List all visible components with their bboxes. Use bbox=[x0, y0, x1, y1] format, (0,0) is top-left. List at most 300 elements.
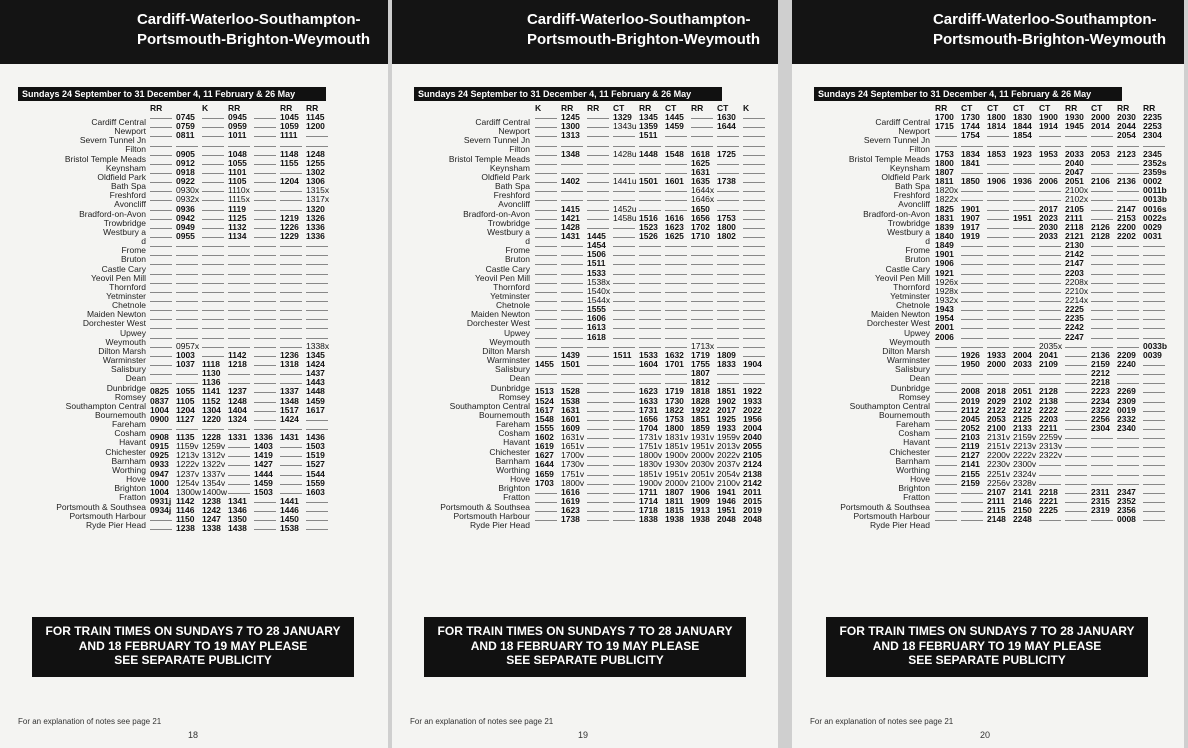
time-cell: 2112 bbox=[961, 405, 980, 415]
time-cell bbox=[613, 241, 635, 247]
timetable-row bbox=[535, 470, 769, 479]
time-cell bbox=[691, 259, 713, 265]
time-cell: 1346 bbox=[228, 506, 247, 516]
operator-code: RR bbox=[150, 104, 163, 113]
time-cell bbox=[961, 168, 983, 174]
time-cell: 1838 bbox=[639, 515, 658, 525]
time-cell bbox=[987, 159, 1009, 165]
timetable-page-18 bbox=[0, 0, 388, 748]
time-cell bbox=[254, 497, 276, 503]
time-cell: 1656 bbox=[639, 414, 658, 424]
time-cell bbox=[254, 269, 276, 275]
time-cell bbox=[1065, 442, 1087, 448]
timetable-row bbox=[935, 442, 1169, 451]
time-cell bbox=[254, 342, 276, 348]
time-cell: 1616 bbox=[665, 213, 684, 223]
time-cell: 2136 bbox=[1091, 350, 1110, 360]
time-cell: 2048 bbox=[717, 515, 736, 525]
time-cell: 1337 bbox=[280, 387, 299, 397]
time-cell bbox=[535, 232, 557, 238]
time-cell: 2023 bbox=[1039, 213, 1058, 223]
time-cell bbox=[535, 323, 557, 329]
time-cell: 2019 bbox=[743, 506, 762, 516]
time-cell: 1315x bbox=[306, 186, 330, 196]
time-cell: 2322 bbox=[1091, 405, 1110, 415]
time-cell bbox=[613, 415, 635, 421]
time-cell bbox=[961, 241, 983, 247]
operator-code: CT bbox=[1013, 104, 1025, 113]
time-cell bbox=[639, 159, 661, 165]
time-cell: 2203 bbox=[1065, 268, 1084, 278]
time-cell bbox=[691, 122, 713, 128]
time-cell bbox=[1117, 460, 1139, 466]
time-cell bbox=[1065, 141, 1087, 147]
time-cell bbox=[1013, 232, 1035, 238]
time-cell bbox=[1091, 470, 1113, 476]
time-cell: 0922 bbox=[176, 177, 195, 187]
route-title bbox=[137, 10, 370, 50]
time-cell bbox=[743, 314, 765, 320]
time-cell bbox=[639, 186, 661, 192]
time-cell bbox=[150, 131, 172, 137]
station-name: Dilton Marsh bbox=[882, 345, 930, 356]
time-cell bbox=[961, 342, 983, 348]
station-name: Bradford-on-Avon bbox=[463, 208, 530, 219]
timetable-row bbox=[150, 360, 332, 369]
time-cell: 2340 bbox=[1117, 423, 1136, 433]
time-cell: 1444 bbox=[254, 469, 273, 479]
route-title-line1: Cardiff-Waterloo-Southampton- bbox=[136, 11, 361, 28]
time-cell bbox=[1117, 333, 1139, 339]
time-cell: 2235 bbox=[1065, 314, 1084, 324]
time-cell bbox=[665, 168, 687, 174]
time-cell: 1148 bbox=[280, 149, 299, 159]
time-cell bbox=[691, 113, 713, 119]
time-cell: 1350 bbox=[228, 515, 247, 525]
time-cell: 2328v bbox=[1013, 478, 1037, 488]
time-cell: 2211 bbox=[1039, 423, 1058, 433]
timetable-row bbox=[935, 497, 1169, 506]
time-cell: 1831 bbox=[935, 213, 954, 223]
timetable-row bbox=[935, 333, 1169, 342]
operator-code bbox=[176, 104, 202, 113]
time-cell: 1625 bbox=[691, 158, 710, 168]
time-cell: 2109 bbox=[1039, 359, 1058, 369]
time-cell bbox=[1013, 333, 1035, 339]
time-cell: 1627 bbox=[535, 451, 554, 461]
time-cell: 2051 bbox=[1013, 387, 1032, 397]
operator-code bbox=[254, 104, 280, 113]
time-cell bbox=[1117, 195, 1139, 201]
time-cell: 2311 bbox=[1091, 487, 1110, 497]
time-cell: 2138 bbox=[1039, 396, 1058, 406]
time-cell: 1933 bbox=[717, 423, 736, 433]
time-cell: 2136 bbox=[1117, 177, 1136, 187]
time-cell bbox=[1091, 214, 1113, 220]
publicity-line: FOR TRAIN TIMES ON SUNDAYS 7 TO 28 JANUARY bbox=[839, 624, 1135, 638]
time-cell: 1436 bbox=[306, 433, 325, 443]
time-cell: 2118 bbox=[1065, 222, 1084, 232]
time-cell: 1533 bbox=[587, 268, 606, 278]
time-cell: 1336 bbox=[306, 222, 325, 232]
time-cell: 0908 bbox=[150, 433, 169, 443]
time-cell: 2153 bbox=[1117, 213, 1136, 223]
time-cell bbox=[254, 177, 276, 183]
time-cell bbox=[691, 287, 713, 293]
time-cell bbox=[1013, 159, 1035, 165]
time-cell: 1854 bbox=[1013, 131, 1032, 141]
station-name: Trowbridge bbox=[103, 217, 146, 228]
time-cell bbox=[665, 241, 687, 247]
time-cell bbox=[176, 378, 198, 384]
time-cell bbox=[587, 497, 609, 503]
time-cell: 2253 bbox=[1143, 122, 1162, 132]
time-cell bbox=[202, 250, 224, 256]
time-cell: 1322v bbox=[202, 460, 226, 470]
timetable-row bbox=[535, 223, 769, 232]
time-cell: 2230v bbox=[987, 460, 1011, 470]
time-cell bbox=[1143, 269, 1165, 275]
time-cell: 1623 bbox=[639, 387, 658, 397]
time-cell: 1917 bbox=[961, 222, 980, 232]
time-cell: 1906 bbox=[935, 259, 954, 269]
station-name: Warminster bbox=[486, 355, 530, 366]
time-cell: 1528 bbox=[561, 387, 580, 397]
timetable-row bbox=[535, 259, 769, 268]
timetable-row bbox=[150, 241, 332, 250]
time-cell bbox=[665, 296, 687, 302]
time-cell bbox=[228, 314, 250, 320]
station-name: Freshford bbox=[109, 190, 146, 201]
time-cell: 1331 bbox=[228, 433, 247, 443]
time-cell: 2041 bbox=[1039, 350, 1058, 360]
time-cell: 1459 bbox=[665, 122, 684, 132]
time-cell bbox=[202, 323, 224, 329]
time-cell bbox=[961, 186, 983, 192]
time-cell: 0934j bbox=[150, 506, 172, 516]
time-cell: 1337v bbox=[202, 469, 226, 479]
time-cell: 1132 bbox=[228, 222, 247, 232]
time-cell: 1946 bbox=[717, 497, 736, 507]
time-cell bbox=[613, 323, 635, 329]
time-cell: 1631 bbox=[561, 405, 580, 415]
route-title-line2: Portsmouth-Brighton-Weymouth bbox=[136, 31, 370, 48]
time-cell bbox=[935, 515, 957, 521]
time-cell bbox=[587, 186, 609, 192]
timetable-row bbox=[935, 269, 1169, 278]
time-cell bbox=[535, 378, 557, 384]
time-cell bbox=[228, 259, 250, 265]
time-cell: 0811 bbox=[176, 131, 195, 141]
time-cell bbox=[987, 287, 1009, 293]
station-name: d bbox=[525, 236, 530, 247]
station-name: Yetminster bbox=[890, 290, 930, 301]
time-cell: 1127 bbox=[176, 414, 195, 424]
operator-code: RR bbox=[639, 104, 652, 113]
time-cell: 1809 bbox=[717, 350, 736, 360]
timetable-row bbox=[535, 387, 769, 396]
time-cell: 0942 bbox=[176, 213, 195, 223]
time-cell: 1348 bbox=[561, 149, 580, 159]
time-cell bbox=[306, 278, 328, 284]
time-cell bbox=[1039, 470, 1061, 476]
time-cell bbox=[150, 232, 172, 238]
timetable-row bbox=[535, 278, 769, 287]
time-cell bbox=[743, 113, 765, 119]
time-cell bbox=[587, 515, 609, 521]
station-name: Portsmouth Harbour bbox=[453, 510, 530, 521]
time-cell bbox=[254, 360, 276, 366]
time-cell bbox=[665, 323, 687, 329]
time-cell bbox=[613, 223, 635, 229]
time-cell bbox=[1065, 424, 1087, 430]
time-cell bbox=[280, 470, 302, 476]
timetable-row bbox=[150, 113, 332, 122]
time-cell: 1959v bbox=[717, 433, 741, 443]
time-cell bbox=[613, 232, 635, 238]
station-name: Hove bbox=[910, 474, 930, 485]
time-cell: 1338 bbox=[202, 524, 221, 534]
time-cell bbox=[613, 168, 635, 174]
time-cell: 0011b bbox=[1143, 186, 1167, 196]
time-cell bbox=[176, 141, 198, 147]
time-cell bbox=[987, 205, 1009, 211]
time-cell bbox=[1039, 323, 1061, 329]
time-cell: 1254v bbox=[176, 478, 200, 488]
time-cell bbox=[613, 406, 635, 412]
time-cell bbox=[1117, 168, 1139, 174]
time-cell bbox=[535, 259, 557, 265]
time-cell: 2125 bbox=[1013, 414, 1032, 424]
time-cell bbox=[639, 342, 661, 348]
timetable-row bbox=[935, 186, 1169, 195]
time-cell: 1844 bbox=[1013, 122, 1032, 132]
time-cell bbox=[987, 378, 1009, 384]
time-cell: 2017 bbox=[717, 405, 736, 415]
station-name: Portsmouth Harbour bbox=[69, 510, 146, 521]
time-cell: 1646x bbox=[691, 195, 715, 205]
station-name: Fareham bbox=[495, 419, 530, 430]
time-cell: 1517 bbox=[280, 405, 299, 415]
time-cell bbox=[987, 259, 1009, 265]
time-cell: 1601 bbox=[561, 414, 580, 424]
time-cell bbox=[987, 223, 1009, 229]
time-cell bbox=[639, 241, 661, 247]
time-cell bbox=[280, 259, 302, 265]
time-cell: 2324v bbox=[1013, 469, 1037, 479]
time-cell: 1146 bbox=[176, 506, 195, 516]
time-cell bbox=[1013, 369, 1035, 375]
time-cell: 1922 bbox=[743, 387, 762, 397]
time-cell bbox=[1039, 269, 1061, 275]
time-cell bbox=[280, 479, 302, 485]
time-cell bbox=[1065, 406, 1087, 412]
time-cell: 2142 bbox=[743, 478, 762, 488]
timetable-row bbox=[150, 378, 332, 387]
timetable-row bbox=[935, 259, 1169, 268]
time-cell: 2225 bbox=[1039, 506, 1058, 516]
timetable-row bbox=[150, 424, 332, 433]
time-cell: 1943 bbox=[935, 305, 954, 315]
route-title-line2: Portsmouth-Brighton-Weymouth bbox=[932, 31, 1166, 48]
time-cell: 1336 bbox=[254, 433, 273, 443]
time-cell bbox=[280, 296, 302, 302]
time-cell: 2359s bbox=[1143, 167, 1167, 177]
operator-code: RR bbox=[587, 104, 600, 113]
station-name: Yetminster bbox=[106, 290, 146, 301]
time-cell bbox=[613, 269, 635, 275]
station-name: Salisbury bbox=[495, 364, 530, 375]
time-cell: 1555 bbox=[587, 305, 606, 315]
time-cell bbox=[613, 424, 635, 430]
station-name: Westbury a bbox=[887, 226, 930, 237]
time-cell bbox=[202, 424, 224, 430]
time-cell bbox=[1039, 479, 1061, 485]
timetable-row bbox=[935, 424, 1169, 433]
station-name: Cardiff Central bbox=[875, 117, 930, 127]
timetable-row bbox=[535, 269, 769, 278]
time-cell bbox=[665, 287, 687, 293]
timetable-row bbox=[535, 141, 769, 150]
time-cell: 1711 bbox=[639, 487, 658, 497]
time-cell: 1404 bbox=[228, 405, 247, 415]
time-cell bbox=[717, 369, 739, 375]
timetable-row bbox=[535, 122, 769, 131]
time-cell bbox=[535, 205, 557, 211]
footnote: For an explanation of notes see page 21 bbox=[18, 717, 162, 726]
time-cell bbox=[535, 296, 557, 302]
time-cell bbox=[1091, 195, 1113, 201]
station-name: Newport bbox=[114, 126, 146, 137]
time-cell bbox=[254, 214, 276, 220]
time-cell: 1134 bbox=[228, 231, 247, 241]
timetable-row bbox=[150, 122, 332, 131]
time-cell bbox=[717, 269, 739, 275]
time-cell: 1415 bbox=[561, 204, 580, 214]
time-cell: 2147 bbox=[1117, 204, 1136, 214]
time-cell bbox=[280, 241, 302, 247]
time-cell: 1713x bbox=[691, 341, 715, 351]
station-name: Romsey bbox=[114, 391, 146, 402]
time-cell bbox=[202, 122, 224, 128]
time-cell bbox=[1013, 241, 1035, 247]
time-cell: 2155 bbox=[961, 469, 980, 479]
station-name: Fratton bbox=[119, 492, 146, 503]
time-cell bbox=[306, 296, 328, 302]
time-cell bbox=[202, 186, 224, 192]
station-name: Dunbridge bbox=[490, 382, 530, 393]
time-cell: 0918 bbox=[176, 167, 195, 177]
time-cell: 1300 bbox=[561, 122, 580, 132]
operator-code: RR bbox=[280, 104, 293, 113]
time-cell: 1003 bbox=[176, 350, 195, 360]
time-cell: 2259v bbox=[1039, 433, 1063, 443]
station-name: Southampton Central bbox=[449, 400, 530, 411]
timetable-row bbox=[935, 415, 1169, 424]
station-name: Dunbridge bbox=[106, 382, 146, 393]
time-cell bbox=[1039, 333, 1061, 339]
time-cell: 1930 bbox=[1065, 113, 1084, 123]
time-cell: 1700 bbox=[935, 113, 954, 123]
time-cell bbox=[535, 287, 557, 293]
time-cell bbox=[1143, 387, 1165, 393]
time-cell bbox=[613, 305, 635, 311]
timetable-row bbox=[935, 369, 1169, 378]
time-cell: 2103 bbox=[961, 433, 980, 443]
station-name: Castle Cary bbox=[101, 263, 146, 274]
station-name: Bristol Temple Meads bbox=[448, 153, 530, 164]
route-title bbox=[933, 10, 1166, 50]
time-cell bbox=[587, 360, 609, 366]
time-cell: 1446 bbox=[280, 506, 299, 516]
time-cell bbox=[717, 241, 739, 247]
time-cell: 1902 bbox=[717, 396, 736, 406]
timetable-row bbox=[535, 351, 769, 360]
time-cell bbox=[1039, 378, 1061, 384]
time-cell: 2126 bbox=[1091, 222, 1110, 232]
time-cell bbox=[639, 259, 661, 265]
time-cell bbox=[202, 305, 224, 311]
timetable-row bbox=[535, 378, 769, 387]
timetable-row bbox=[150, 195, 332, 204]
station-list bbox=[396, 118, 530, 530]
time-cell bbox=[587, 424, 609, 430]
time-cell bbox=[613, 333, 635, 339]
time-cell bbox=[1091, 433, 1113, 439]
time-cell bbox=[665, 259, 687, 265]
time-cell bbox=[306, 241, 328, 247]
time-cell bbox=[535, 506, 557, 512]
station-name: Severn Tunnel Jn bbox=[79, 135, 146, 146]
time-cell bbox=[535, 269, 557, 275]
time-cell: 1853 bbox=[987, 149, 1006, 159]
time-cell: 1538 bbox=[280, 524, 299, 534]
operator-code: RR bbox=[1143, 104, 1156, 113]
station-name: Cardiff Central bbox=[91, 117, 146, 127]
time-cell bbox=[306, 287, 328, 293]
time-cell bbox=[639, 269, 661, 275]
time-cell: 1631 bbox=[691, 167, 710, 177]
time-cell: 1218 bbox=[228, 359, 247, 369]
time-cell: 1544 bbox=[306, 469, 325, 479]
time-cell: 1800v bbox=[561, 478, 585, 488]
time-cell bbox=[639, 314, 661, 320]
station-name: Thornford bbox=[493, 281, 530, 292]
time-cell: 1059 bbox=[280, 122, 299, 132]
time-cell bbox=[1013, 296, 1035, 302]
time-cell bbox=[280, 424, 302, 430]
time-cell: 2159 bbox=[1091, 359, 1110, 369]
time-cell bbox=[1039, 241, 1061, 247]
operator-code: K bbox=[202, 104, 209, 113]
time-cell: 1839 bbox=[935, 222, 954, 232]
timetable-row bbox=[935, 360, 1169, 369]
station-name: Filton bbox=[125, 144, 146, 155]
time-cell bbox=[280, 442, 302, 448]
time-cell bbox=[961, 269, 983, 275]
time-cell bbox=[202, 141, 224, 147]
publicity-line: AND 18 FEBRUARY TO 19 MAY PLEASE bbox=[470, 638, 700, 653]
time-cell: 2146 bbox=[1013, 497, 1032, 507]
timetable-row bbox=[150, 150, 332, 159]
time-cell: 1304 bbox=[202, 405, 221, 415]
timetable-row bbox=[935, 314, 1169, 323]
time-cell bbox=[306, 305, 328, 311]
timetable-row bbox=[535, 433, 769, 442]
timetable-row bbox=[935, 122, 1169, 131]
station-name: Bruton bbox=[504, 254, 530, 265]
time-cell: 2240 bbox=[1117, 359, 1136, 369]
